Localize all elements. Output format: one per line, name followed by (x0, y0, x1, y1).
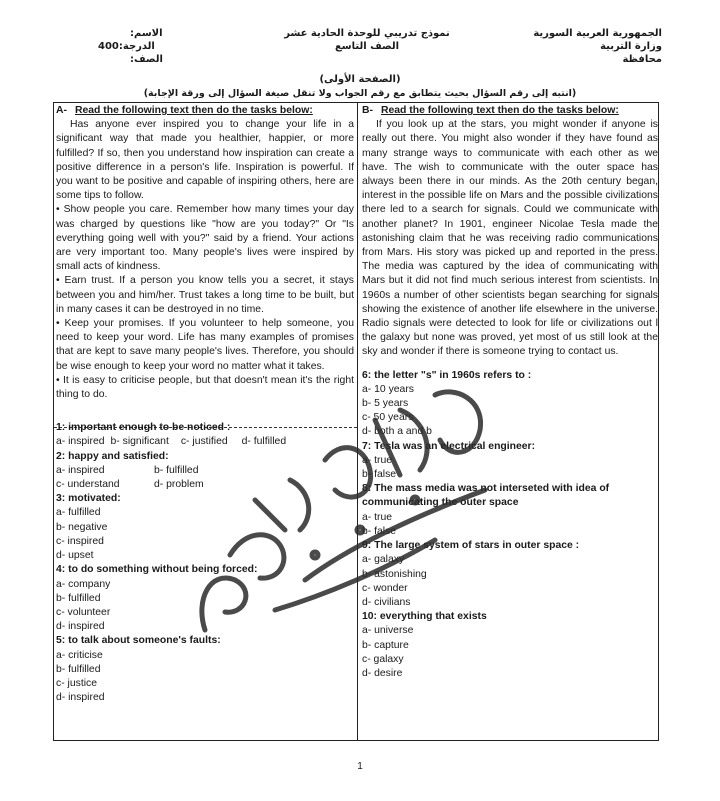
instruction-line: (انتبه إلى رقم السؤال بحيث يتطابق مع رقم الجواب ولا تنقل صيغة السؤال إلى ورقة الإجابة) (143, 88, 577, 99)
section-a (56, 104, 354, 705)
header-grade-value: 400 (98, 41, 119, 52)
question-7: 7: Tesla was an electrical engineer: (362, 440, 536, 452)
q4-option-c[interactable]: c- volunteer (56, 606, 111, 618)
question-6: 6: the letter "s" in 1960s refers to : (362, 369, 532, 381)
q6-option-c[interactable]: c- 50 years (362, 412, 414, 424)
q1-option-d[interactable]: d- fulfilled (241, 436, 287, 448)
q10-option-b[interactable]: b- capture (362, 639, 409, 651)
question-2-options (56, 464, 354, 492)
section-b-tag: B- (362, 105, 373, 116)
question-3: 3: motivated: (56, 493, 121, 505)
question-5: 5: to talk about someone's faults: (56, 635, 221, 647)
q7-option-b[interactable]: b- false (362, 469, 397, 481)
q4-option-b[interactable]: b- fulfilled (56, 592, 101, 604)
question-1: 1: important enough to be noticed : (56, 422, 231, 434)
q2-option-b[interactable]: b- fulfilled (154, 464, 199, 476)
question-1-options (56, 435, 354, 449)
header-exam-block (252, 27, 482, 53)
q3-option-d[interactable]: d- upset (56, 550, 94, 562)
section-a-paragraph-3: • Earn trust. If a person you know tells you a secret, it stays between you and him/her. Trust takes a long time to be built, but in many cases it can be destroyed in no time. (56, 275, 354, 315)
section-a-paragraph-1: Has anyone ever inspired you to change your life in a significant way that made you healthier, happier, or more fulfilled? If so, then you understand how inspiration can create a positive difference in a person's life. Inspiration is powerful. If you want to be positive and capable of inspiring others, here are some tips to follow. (56, 119, 354, 202)
header-governorate: محافظة (622, 54, 662, 65)
q9-option-c[interactable]: c- wonder (362, 582, 408, 594)
page-number: 1 (357, 761, 363, 772)
question-2: 2: happy and satisfied: (56, 450, 169, 462)
page-label: (الصفحة الأولى) (319, 74, 401, 85)
q1-option-a[interactable]: a- inspired (56, 436, 105, 448)
header-grade-level: الصف التاسع (334, 41, 400, 52)
q8-option-a[interactable]: a- true (362, 511, 393, 523)
q9-option-b[interactable]: b- astonishing (362, 568, 427, 580)
q10-option-d[interactable]: d- desire (362, 667, 403, 679)
q10-option-c[interactable]: c- galaxy (362, 653, 404, 665)
section-a-tag: A- (56, 105, 67, 116)
q6-option-a[interactable]: a- 10 years (362, 383, 414, 395)
header-name-label: الاسم: (130, 28, 163, 39)
q6-option-d[interactable]: d- both a and b (362, 426, 432, 438)
section-a-title-text: Read the following text then do the tasks below: (74, 105, 313, 116)
q1-option-c[interactable]: c- justified (180, 436, 228, 448)
section-b (362, 104, 658, 681)
question-9: 9: The large system of stars in outer space : (362, 540, 580, 552)
question-4: 4: to do something without being forced: (56, 564, 258, 576)
q2-option-c[interactable]: c- understand (56, 479, 120, 491)
q6-option-b[interactable]: b- 5 years (362, 398, 409, 410)
section-b-paragraph: If you look up at the stars, you might wonder if anyone is really out there. You might also wonder if they have found as many strange ways to communicate with each other as we have. The wish to communicate with the outer space has always been there in our minds. As the 20th century began, interest in the possible life on Mars and the possible civilizations there led to a search for signals. Could we communicate with another planet? In 1901, engineer Nicolae Tesla made the astonishing claim that he was receiving radio communications from Mars. His story was picked up and reported in the press. The media was captured by the idea of communicating with Mars but it did not find much serious interest from scientists. In 1960s a number of other scientists began searching for signals showing the existence of another life elsewhere in the universe. Radio signals were detected to look for life or civilizations out l the galaxy but none was proved, yet most of us still look at the sky and wonder if there is someone trying to contact us. (362, 119, 658, 358)
question-10: 10: everything that exists (362, 611, 487, 623)
q2-option-a[interactable]: a- inspired (56, 464, 105, 476)
q3-option-a[interactable]: a- fulfilled (56, 507, 101, 519)
q1-option-b[interactable]: b- significant (110, 436, 169, 448)
q2-option-d[interactable]: d- problem (154, 479, 204, 491)
q10-option-a[interactable]: a- universe (362, 625, 414, 637)
header-ministry-block (533, 27, 662, 66)
header-exam-title: نموذج تدريبي للوحدة الحادية عشر (284, 28, 450, 39)
q8-option-b[interactable]: b- false (362, 525, 397, 537)
question-8: 8: The mass media was not interseted with idea of communicating the outer space (362, 483, 610, 509)
header-ministry: وزارة التربية (600, 41, 662, 52)
q4-option-d[interactable]: d- inspired (56, 621, 105, 633)
section-b-title (362, 104, 658, 118)
header-republic: الجمهورية العربية السورية (533, 28, 662, 39)
header-grade-label: الدرجة: (118, 41, 155, 52)
section-a-title (56, 104, 354, 118)
q5-option-b[interactable]: b- fulfilled (56, 663, 101, 675)
q4-option-a[interactable]: a- company (56, 578, 111, 590)
q5-option-c[interactable]: c- justice (56, 677, 97, 689)
q9-option-a[interactable]: a- galaxy (362, 554, 405, 566)
q3-option-b[interactable]: b- negative (56, 521, 108, 533)
q9-option-d[interactable]: d- civilians (362, 596, 411, 608)
header-student-block (70, 27, 210, 66)
document-header (62, 27, 662, 69)
section-a-paragraph-5: • It is easy to criticise people, but that doesn't mean it's the right thing to do. (56, 374, 354, 401)
q3-option-c[interactable]: c- inspired (56, 535, 104, 547)
section-a-paragraph-2: • Show people you care. Remember how many times your day was charged by questions like "how are you today?" Or "Is everything going well with you?" said by a friend. Your actions are very important too. Many people's lives were inspired by small acts of kindness. (56, 204, 354, 273)
section-b-title-text: Read the following text then do the tasks below: (380, 105, 619, 116)
q5-option-a[interactable]: a- criticise (56, 649, 103, 661)
header-class-label: الصف: (130, 54, 163, 65)
section-a-paragraph-4: • Keep your promises. If you volunteer to help someone, you need to keep your word. Life has many examples of promises that are kept to save many people's lives. Therefore, you should be wise enough to keep your word no matter what it takes. (56, 318, 354, 372)
column-divider (357, 102, 358, 741)
q7-option-a[interactable]: a- true (362, 454, 393, 466)
q5-option-d[interactable]: d- inspired (56, 692, 105, 704)
